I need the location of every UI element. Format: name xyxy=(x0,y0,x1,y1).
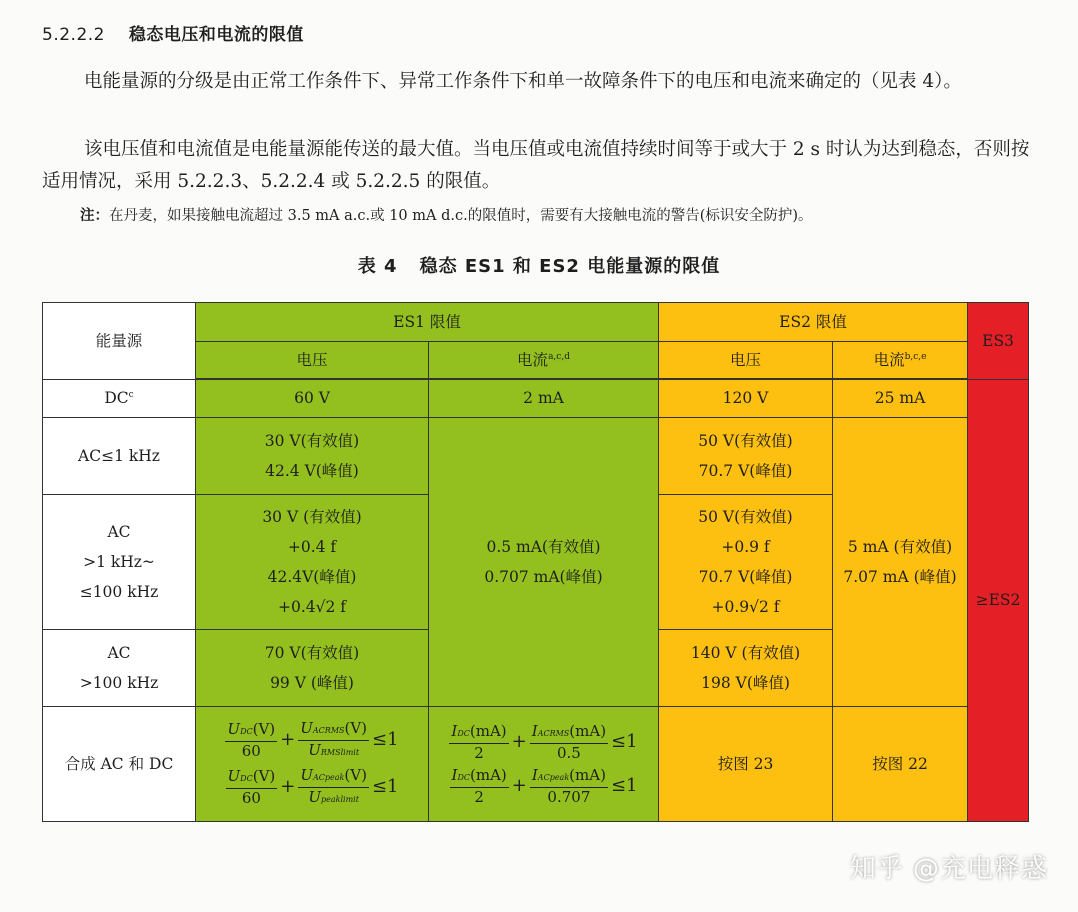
ac-es1-current: 0.5 mA(有效值) 0.707 mA(峰值) xyxy=(429,417,659,706)
limits-table xyxy=(42,302,1029,822)
formula-current-peak: $\frac{\text{IDC(mA)}}{2}$ + $\frac{\text{IACpeak(mA)}}{0.707}$ ≤1 xyxy=(451,765,638,806)
note-text: 在丹麦，如果接触电流超过 3.5 mA a.c.或 10 mA d.c.的限值时，需要有大接触电流的警告(标识安全防护)。 xyxy=(109,208,813,224)
header-es1-voltage: 电压 xyxy=(196,342,429,380)
section-number: 5.2.2.2 xyxy=(42,25,105,45)
header-source: 能量源 xyxy=(43,303,196,380)
table-title: 稳态 ES1 和 ES2 电能量源的限值 xyxy=(419,256,721,277)
paragraph-1: 电能量源的分级是由正常工作条件下、异常工作条件下和单一故障条件下的电压和电流来确定的（见表 4）。 xyxy=(84,71,962,92)
row-ac3-label: AC >100 kHz xyxy=(43,629,196,706)
header-es1-current: 电流$^{a,c,d}$ xyxy=(429,342,659,380)
watermark: 知乎 @充电释惑 xyxy=(849,854,1048,884)
formula-current-rms: $\frac{\text{IDC(mA)}}{2}$ + $\frac{\text{IACRMS(mA)}}{0.5}$ ≤1 xyxy=(451,721,638,762)
row-combined-label: 合成 AC 和 DC xyxy=(43,706,196,821)
dc-es2-voltage: 120 V xyxy=(659,379,833,417)
combined-es2-voltage: 按图 23 xyxy=(659,706,833,821)
header-es2-current: 电流$^{b,c,e}$ xyxy=(833,342,968,380)
combined-es1-current-formula xyxy=(429,706,659,821)
paragraph-2: 该电压值和电流值是电能量源能传送的最大值。当电压值或电流值持续时间等于或大于 2 s 时认为达到稳态，否则按适用情况，采用 5.2.2.3、5.2.2.4 或 5.2.2.5 的限值。 xyxy=(42,139,1030,192)
section-heading xyxy=(42,20,304,45)
dc-es1-voltage: 60 V xyxy=(196,379,429,417)
formula-voltage-peak: $\frac{\text{UDC(V)}}{60}$ + $\frac{\text{UACpeak(V)}}{\text{Upeaklimit}}$ ≤1 xyxy=(227,765,399,807)
es3-value: ≥ES2 xyxy=(968,379,1029,821)
table-number: 表 4 xyxy=(357,256,398,277)
note xyxy=(80,204,813,225)
ac2-es1-voltage: 30 V (有效值) +0.4 f 42.4V(峰值) +0.4√2 f xyxy=(196,494,429,629)
header-es3: ES3 xyxy=(968,303,1029,380)
combined-es2-current: 按图 22 xyxy=(833,706,968,821)
ac1-es1-voltage: 30 V(有效值) 42.4 V(峰值) xyxy=(196,417,429,494)
header-es2-voltage: 电压 xyxy=(659,342,833,380)
note-label: 注： xyxy=(80,208,109,224)
ac-es2-current: 5 mA (有效值) 7.07 mA (峰值) xyxy=(833,417,968,706)
table-caption xyxy=(0,252,1078,278)
section-title: 稳态电压和电流的限值 xyxy=(128,25,304,45)
header-es2: ES2 限值 xyxy=(659,303,968,342)
header-es1: ES1 限值 xyxy=(196,303,659,342)
dc-es1-current: 2 mA xyxy=(429,379,659,417)
combined-es1-voltage-formula xyxy=(196,706,429,821)
ac3-es1-voltage: 70 V(有效值) 99 V (峰值) xyxy=(196,629,429,706)
row-ac2-label: AC >1 kHz~ ≤100 kHz xyxy=(43,494,196,629)
ac3-es2-voltage: 140 V (有效值) 198 V(峰值) xyxy=(659,629,833,706)
row-dc-label: $DC^c$ xyxy=(43,379,196,417)
formula-voltage-rms: $\frac{\text{UDC(V)}}{60}$ + $\frac{\text{UACRMS(V)}}{\text{URMSlimit}}$ ≤1 xyxy=(227,718,399,760)
row-ac1-label: AC≤1 kHz xyxy=(43,417,196,494)
ac2-es2-voltage: 50 V(有效值) +0.9 f 70.7 V(峰值) +0.9√2 f xyxy=(659,494,833,629)
ac1-es2-voltage: 50 V(有效值) 70.7 V(峰值) xyxy=(659,417,833,494)
dc-es2-current: 25 mA xyxy=(833,379,968,417)
